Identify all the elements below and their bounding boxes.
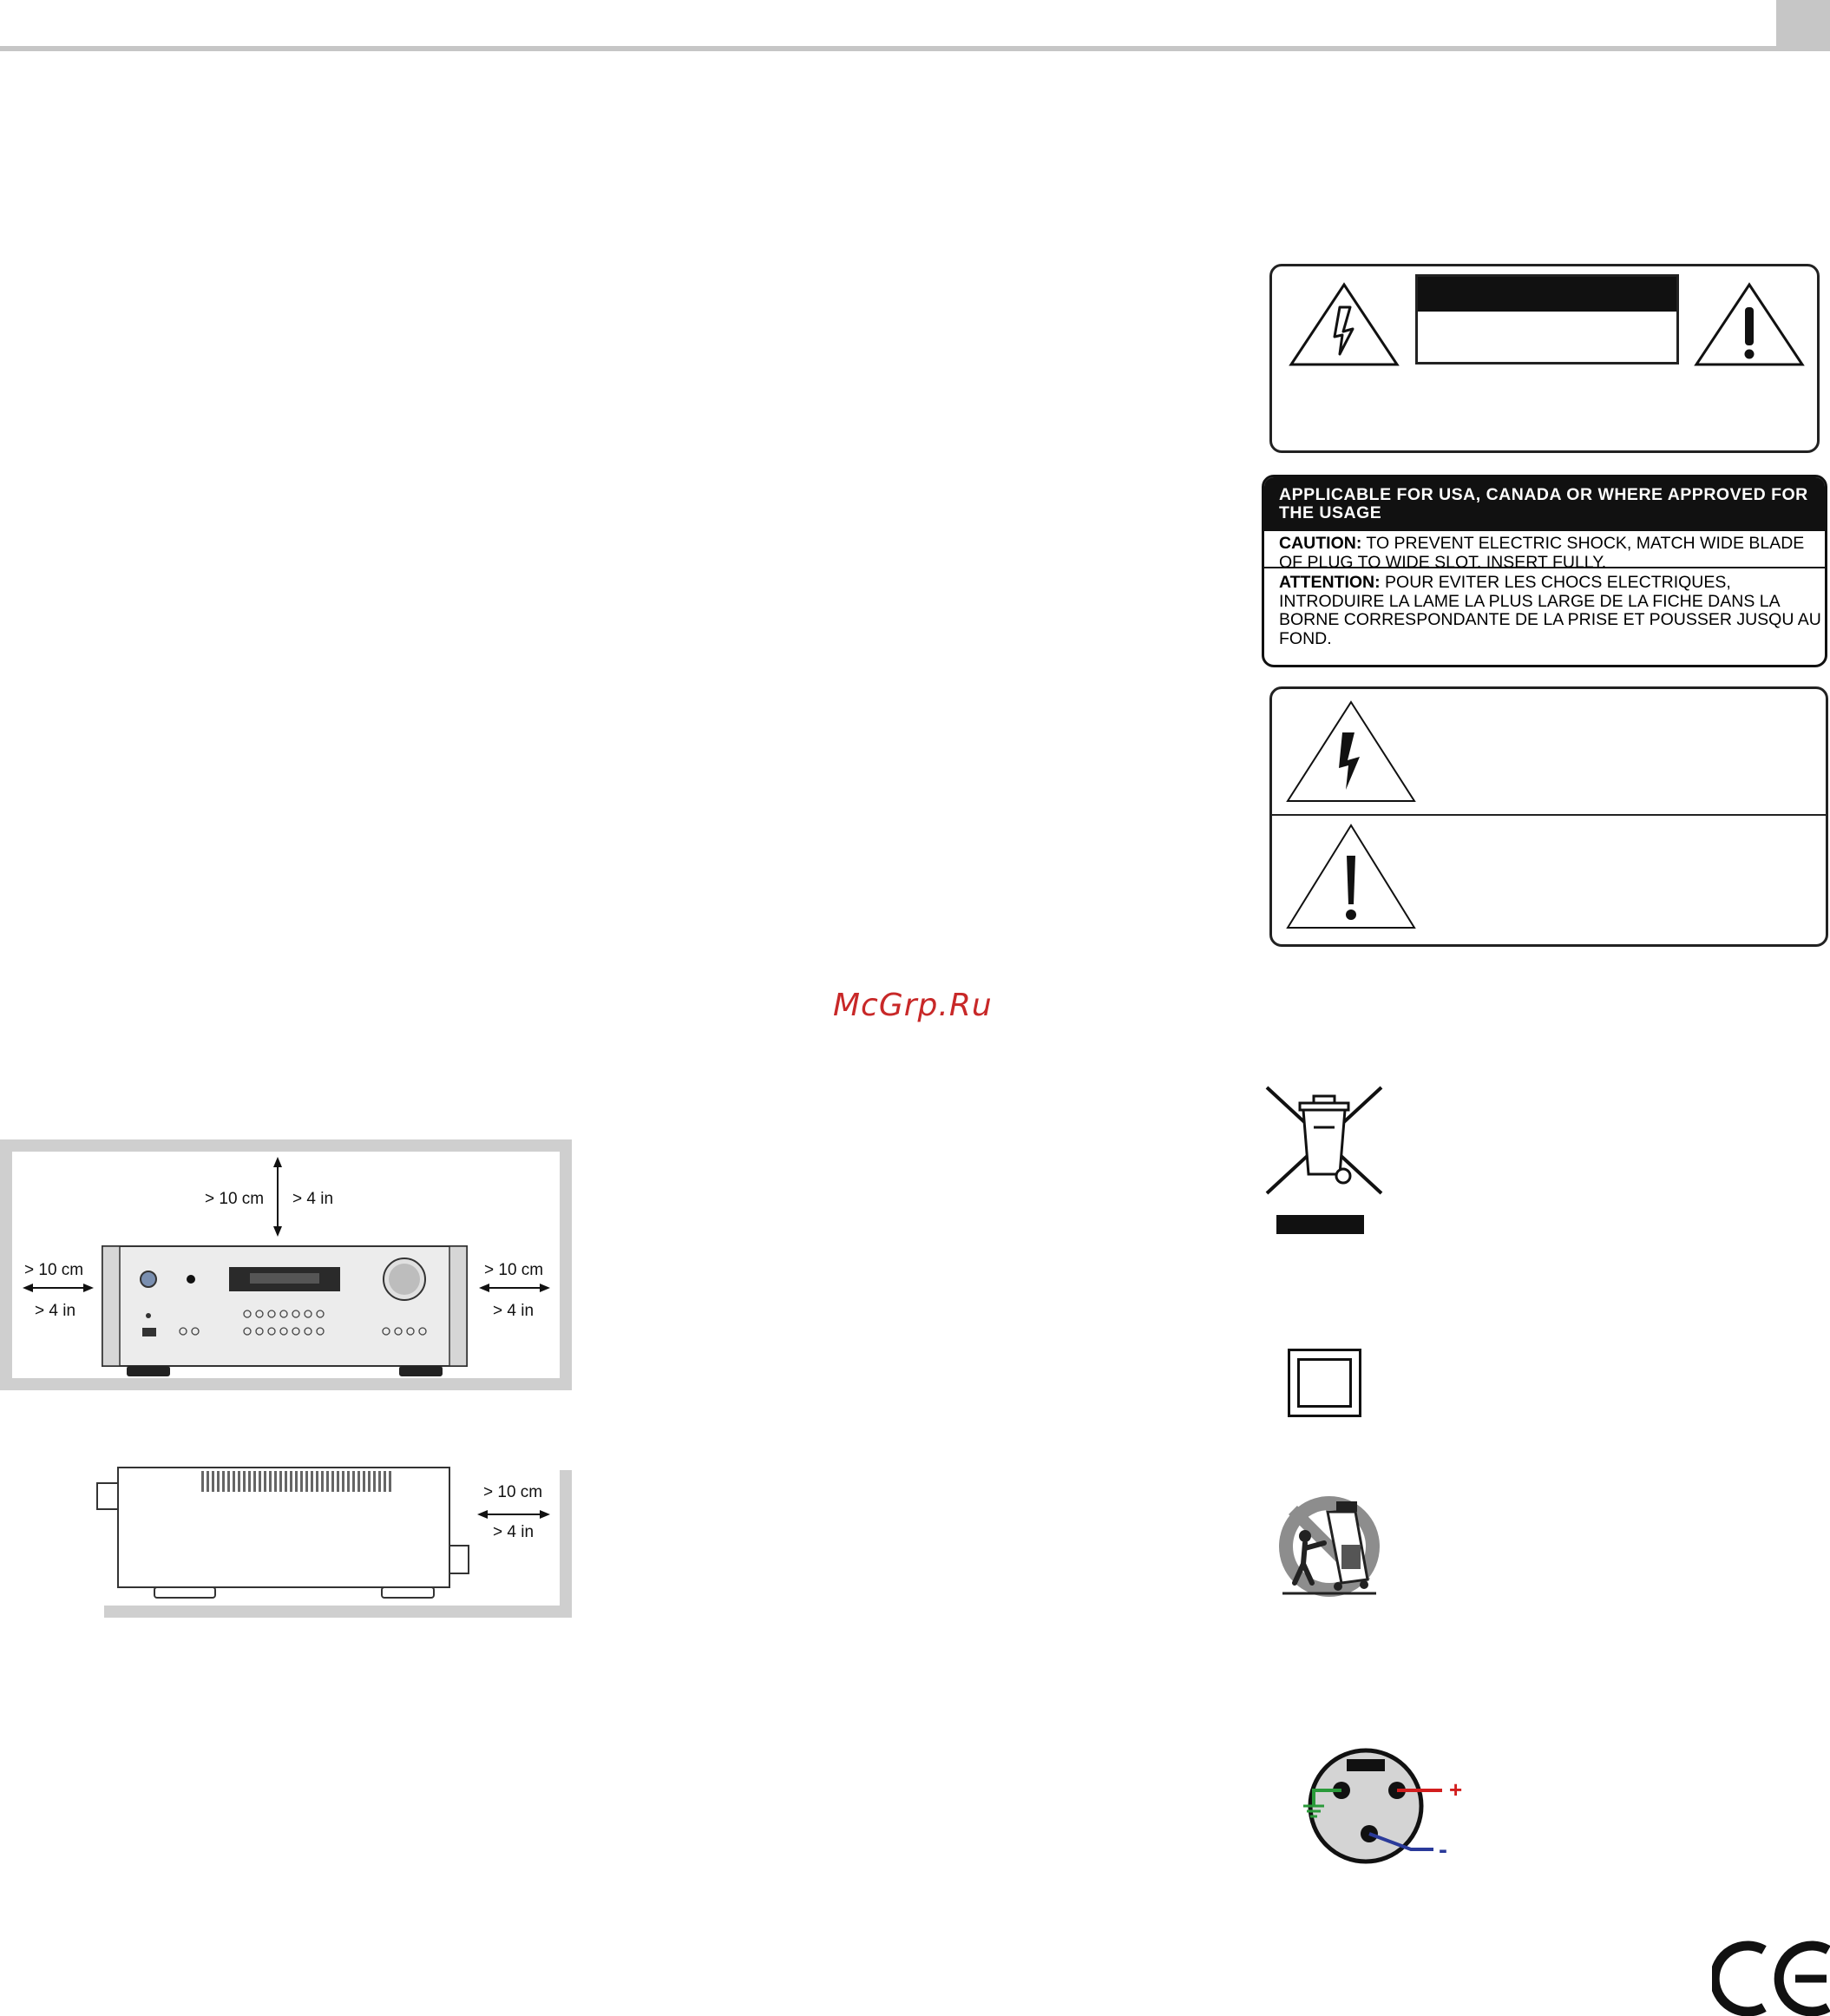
rear-clearance-in: > 4 in	[493, 1523, 535, 1541]
cart-warning-icon	[1269, 1493, 1390, 1606]
class2-inner-square	[1297, 1358, 1352, 1408]
xlr-plus-label: +	[1449, 1776, 1463, 1803]
right-clearance-cm: > 10 cm	[484, 1261, 544, 1279]
page-corner-tab	[1776, 0, 1830, 49]
top-clearance-cm: > 10 cm	[205, 1190, 265, 1208]
symbol-box-divider	[1271, 814, 1827, 816]
horizontal-arrow-icon	[479, 1281, 550, 1295]
polarized-plug-label	[1262, 475, 1827, 667]
vertical-arrow-icon	[269, 1157, 286, 1237]
plug-label-header-text: APPLICABLE FOR USA, CANADA OR WHERE APPROVED FOR THE USAGE	[1279, 485, 1808, 522]
watermark: McGrp.Ru	[833, 988, 993, 1023]
horizontal-arrow-icon	[477, 1507, 550, 1521]
exclamation-icon	[1285, 823, 1417, 930]
plug-attention-row	[1264, 568, 1825, 667]
amplifier-side-illustration	[95, 1466, 476, 1605]
weee-bin-icon	[1262, 1084, 1385, 1197]
rear-clearance-cm: > 10 cm	[483, 1483, 543, 1501]
exclamation-icon	[1693, 281, 1806, 368]
top-clearance-in: > 4 in	[292, 1190, 334, 1208]
horizontal-arrow-icon	[23, 1281, 94, 1295]
ce-mark-icon	[1712, 1940, 1830, 2016]
amplifier-front-illustration	[101, 1244, 469, 1378]
weee-bar	[1276, 1215, 1364, 1234]
left-clearance-cm: > 10 cm	[24, 1261, 84, 1279]
left-clearance-in: > 4 in	[35, 1302, 76, 1320]
electric-shock-icon	[1285, 699, 1417, 804]
attention-text: POUR EVITER LES CHOCS ELECTRIQUES, INTRODUIRE LA LAME LA PLUS LARGE DE LA FICHE DANS LA BORNE CORRESPONDANTE DE LA PRISE ET POUSSER JUSQU AU FOND.	[1279, 573, 1821, 648]
plug-label-header	[1264, 477, 1825, 529]
caution-prefix: CAUTION:	[1279, 534, 1362, 553]
electric-shock-icon	[1288, 281, 1400, 368]
plug-caution-row	[1264, 529, 1825, 572]
caution-text: TO PREVENT ELECTRIC SHOCK, MATCH WIDE BLADE OF PLUG TO WIDE SLOT. INSERT FULLY.	[1279, 534, 1805, 572]
right-clearance-in: > 4 in	[493, 1302, 535, 1320]
caution-label	[1415, 274, 1679, 364]
attention-prefix: ATTENTION:	[1279, 573, 1381, 592]
top-rule	[0, 46, 1830, 51]
xlr-minus-label: -	[1439, 1835, 1447, 1864]
xlr-connector-icon	[1269, 1740, 1465, 1870]
